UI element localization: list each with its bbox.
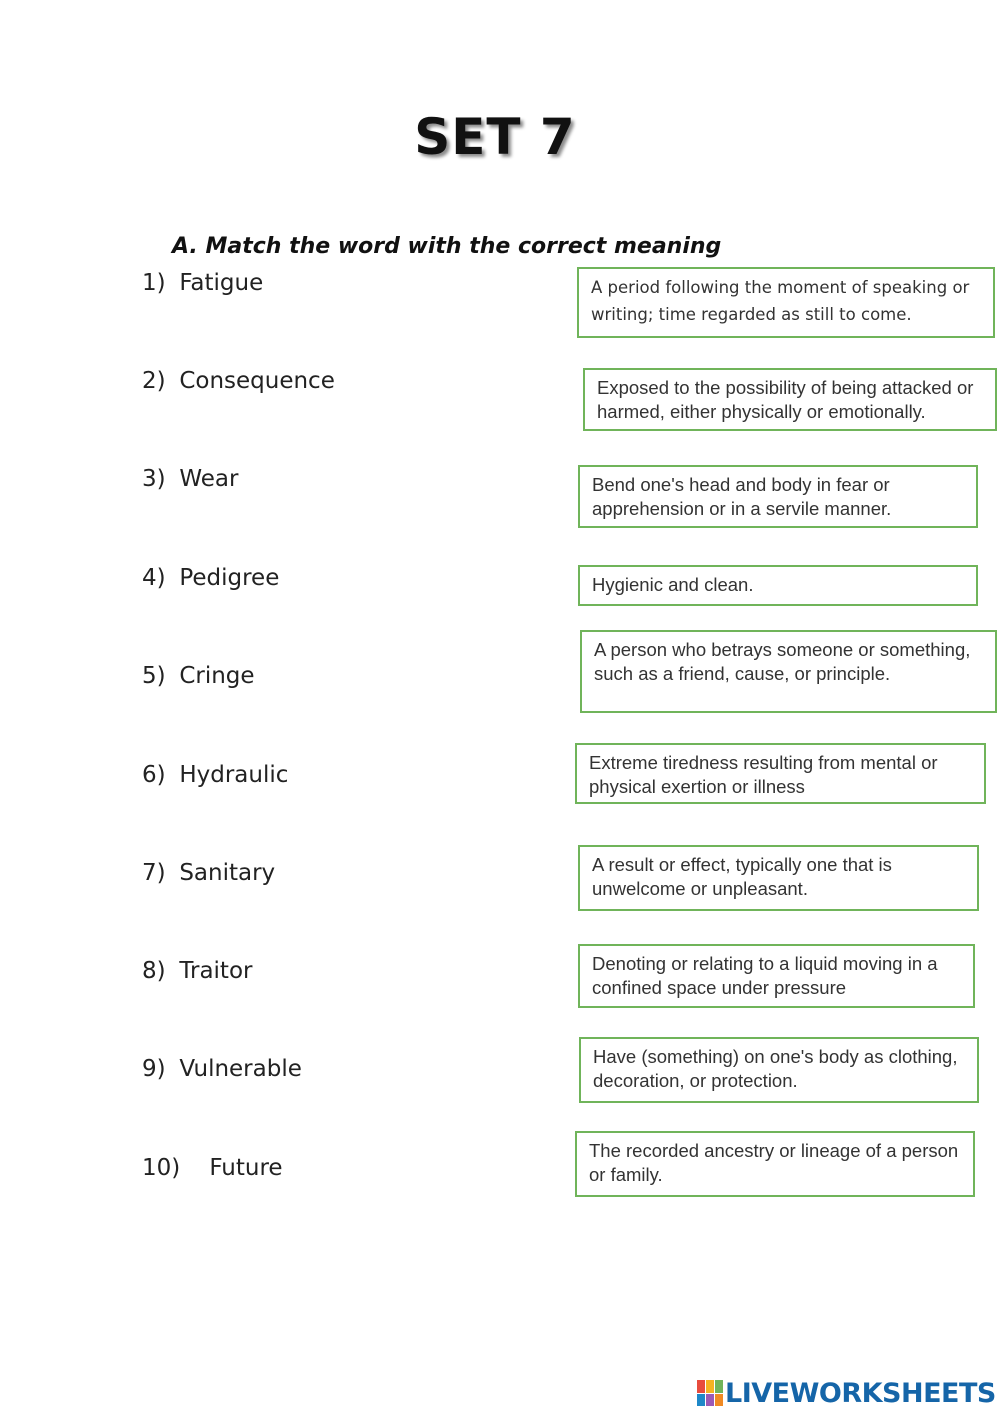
- word-item-6: [142, 762, 288, 788]
- definition-box-6[interactable]: Extreme tiredness resulting from mental or physical exertion or illness: [575, 743, 986, 804]
- definition-box-7[interactable]: A result or effect, typically one that is unwelcome or unpleasant.: [578, 845, 979, 911]
- word-item-8: [142, 958, 252, 984]
- definition-box-9[interactable]: Have (something) on one's body as clothing, decoration, or protection.: [579, 1037, 979, 1103]
- page-title: SET 7: [414, 108, 576, 166]
- word-number: 4): [142, 565, 166, 591]
- word-text: Hydraulic: [179, 762, 289, 788]
- definition-box-3[interactable]: Bend one's head and body in fear or apprehension or in a servile manner.: [578, 465, 978, 528]
- liveworksheets-logo: [697, 1375, 996, 1411]
- word-text: Cringe: [179, 663, 255, 689]
- word-item-7: [142, 860, 275, 886]
- word-text: Future: [209, 1155, 283, 1181]
- word-item-10: [142, 1155, 283, 1181]
- word-item-1: [142, 270, 263, 296]
- word-number: 3): [142, 466, 166, 492]
- word-number: 10): [142, 1155, 181, 1181]
- definition-box-4[interactable]: Hygienic and clean.: [578, 565, 978, 606]
- word-number: 6): [142, 762, 166, 788]
- definition-box-10[interactable]: The recorded ancestry or lineage of a person or family.: [575, 1131, 975, 1197]
- word-text: Vulnerable: [179, 1056, 302, 1082]
- word-text: Fatigue: [179, 270, 264, 296]
- word-item-3: [142, 466, 238, 492]
- word-number: 9): [142, 1056, 166, 1082]
- word-text: Sanitary: [179, 860, 276, 886]
- word-text: Wear: [179, 466, 239, 492]
- logo-squares-icon: [697, 1380, 723, 1406]
- logo-text: LIVEWORKSHEETS: [725, 1377, 996, 1409]
- definition-box-8[interactable]: Denoting or relating to a liquid moving in a confined space under pressure: [578, 944, 975, 1008]
- word-text: Consequence: [179, 368, 335, 394]
- word-number: 2): [142, 368, 166, 394]
- word-number: 1): [142, 270, 166, 296]
- word-item-9: [142, 1056, 302, 1082]
- definition-box-1[interactable]: A period following the moment of speaking or writing; time regarded as still to come.: [577, 267, 995, 338]
- word-text: Pedigree: [179, 565, 280, 591]
- word-text: Traitor: [179, 958, 253, 984]
- definition-box-5[interactable]: A person who betrays someone or something, such as a friend, cause, or principle.: [580, 630, 997, 713]
- word-item-5: [142, 663, 255, 689]
- word-item-2: [142, 368, 335, 394]
- instruction-heading: A. Match the word with the correct meaning: [172, 234, 722, 259]
- word-item-4: [142, 565, 279, 591]
- word-number: 7): [142, 860, 166, 886]
- word-number: 8): [142, 958, 166, 984]
- definition-box-2[interactable]: Exposed to the possibility of being attacked or harmed, either physically or emotionally.: [583, 368, 997, 431]
- word-number: 5): [142, 663, 166, 689]
